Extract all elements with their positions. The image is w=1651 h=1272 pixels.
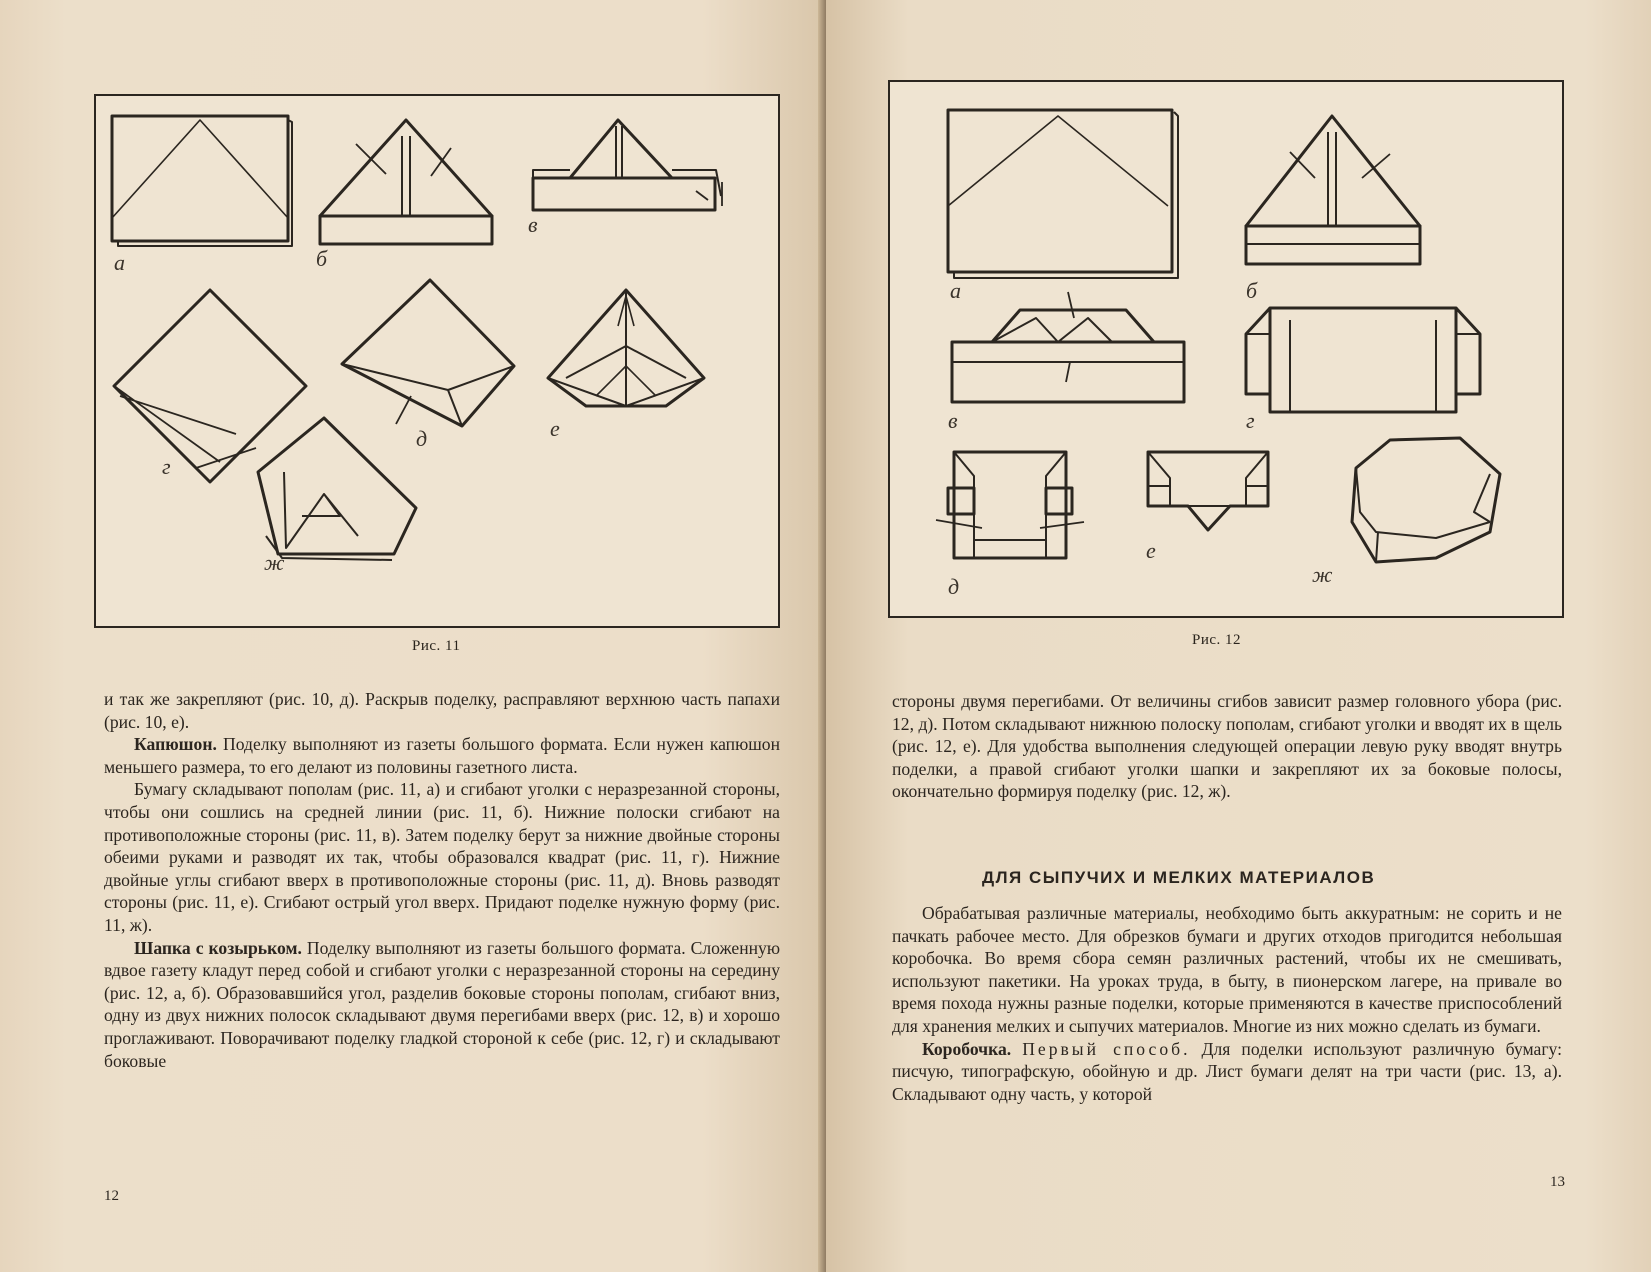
figure-11-drawing — [96, 96, 778, 626]
text-run — [1011, 1039, 1022, 1059]
text-run: Бумагу складывают пополам (рис. 11, а) и сгибают уголки с неразрезанной стороны, чтобы они сошлись на средней линии (рис. 11, б). Нижние полоски сгибают на противоположные стороны (рис. 11, в). Затем поделку берут за нижние двойные стороны обеими руками и разводят их так, чтобы образовался квадрат (рис. 11, г). Нижние двойные углы сгибают вверх в противоположные стороны (рис. 11, д). Вновь разводят стороны (рис. 11, е). Сгибают острый угол вверх. Придают поделке нужную форму (рис. 11, ж). — [104, 779, 780, 935]
paragraph — [104, 778, 780, 936]
paragraph — [892, 902, 1562, 1038]
fig11-label-zh: ж — [264, 550, 285, 575]
fig11-label-d: д — [416, 426, 428, 451]
paragraph — [104, 937, 780, 1073]
text-run: Коробочка. — [922, 1038, 1012, 1059]
text-run: Поделку выполняют из газеты большого формата. Сложенную вдвое газету кладут перед собой и сгибают уголки с неразрезанной стороны на середину (рис. 12, а, б). Образовавшийся угол, разделив боковые стороны пополам, сгибают вниз, одну из двух нижних полосок складывают двумя перегибами вверх (рис. 12, в) и хорошо проглаживают. Поворачивают поделку гладкой стороной к себе (рис. 12, г) и складывают боковые — [104, 937, 780, 1071]
figure-12-drawing — [890, 82, 1562, 616]
figure-12-caption: Рис. 12 — [1192, 632, 1242, 648]
paragraph — [892, 690, 1562, 803]
text-run: Капюшон. — [134, 734, 217, 755]
fig11-label-e: е — [550, 416, 560, 441]
right-page — [826, 0, 1651, 1272]
left-body-text — [104, 688, 780, 1072]
fig11-label-g: г — [162, 454, 171, 479]
page-number-right: 13 — [1550, 1174, 1565, 1190]
fig12-label-g: г — [1246, 408, 1255, 433]
right-body-text — [892, 690, 1562, 803]
fig12-label-e: е — [1146, 538, 1156, 563]
figure-11-caption: Рис. 11 — [412, 638, 461, 654]
figure-11 — [94, 94, 780, 628]
fig12-label-d: д — [948, 574, 960, 599]
fig12-label-b: б — [1246, 278, 1258, 303]
fig12-label-zh: ж — [1312, 562, 1333, 587]
text-run: Обрабатывая различные материалы, необходимо быть аккуратным: не сорить и не пачкать рабочее место. Для обрезков бумаги и других отходов пригодится небольшая коробочка. Во время сбора семян различных растений, чтобы их не смешивать, используют пакетики. На уроках труда, в быту, в пионерском лагере, на привале во время похода нужны разные поделки, которые применяются в качестве приспособлений для хранения мелких и сыпучих материалов. Многие из них можно сделать из бумаги. — [892, 903, 1562, 1036]
paragraph — [104, 733, 780, 778]
fig11-label-a: а — [114, 250, 125, 275]
right-body-text-section — [892, 902, 1562, 1105]
section-heading: ДЛЯ СЫПУЧИХ И МЕЛКИХ МАТЕРИАЛОВ — [982, 868, 1376, 887]
page-number-left: 12 — [104, 1188, 119, 1204]
text-run: стороны двумя перегибами. От величины сгибов зависит размер головного убора (рис. 12, д). Потом складывают нижнюю полоску пополам, сгибают уголки и вводят их в щель (рис. 12, е). Для удобства выполнения следующей операции левую руку вводят внутрь поделки, а правой сгибают уголки шапки и закрепляют их за боковые полосы, окончательно формируя поделку (рис. 12, ж). — [892, 691, 1562, 802]
text-run: Поделку выполняют из газеты большого формата. Если нужен капюшон меньшего размера, то его делают из половины газетного листа. — [104, 734, 780, 777]
fig11-label-b: б — [316, 246, 328, 271]
paragraph — [892, 1038, 1562, 1106]
text-run: Первый способ. — [1022, 1038, 1191, 1059]
text-run: и так же закрепляют (рис. 10, д). Раскрыв поделку, расправляют верхнюю часть папахи (рис. 10, е). — [104, 689, 780, 732]
text-run: Шапка с козырьком. — [134, 937, 302, 958]
fig12-label-a: а — [950, 278, 961, 303]
figure-12 — [888, 80, 1564, 618]
fig11-label-v: в — [528, 212, 538, 237]
text-run: Для поделки используют различную бумагу: писчую, типографскую, обойную и др. Лист бумаги делят на три части (рис. 13, а). Складывают одну часть, у которой — [892, 1038, 1562, 1104]
fig12-label-v: в — [948, 408, 958, 433]
paragraph — [104, 688, 780, 733]
